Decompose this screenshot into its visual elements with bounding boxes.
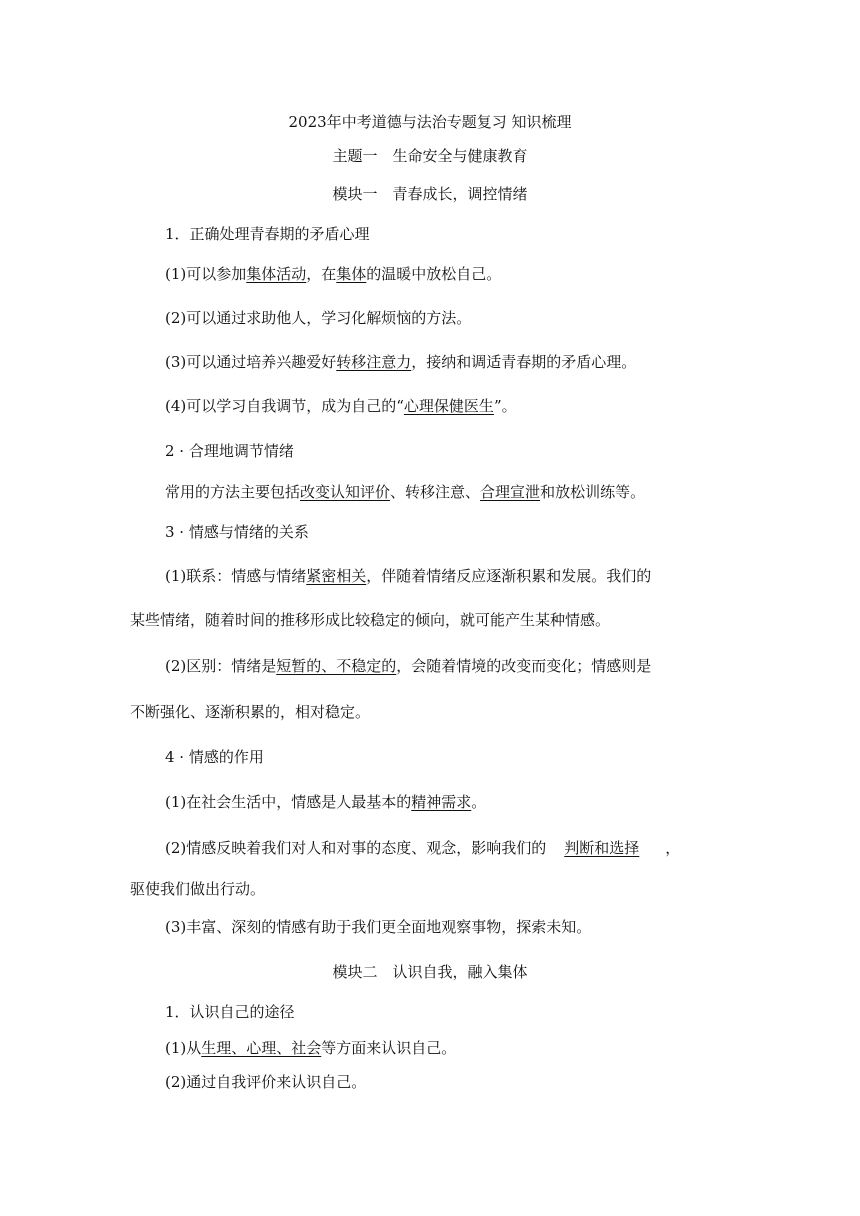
answer-underline: 集体 bbox=[336, 265, 367, 283]
document-title: 2023年中考道德与法治专题复习 知识梳理 bbox=[288, 113, 572, 131]
text: (2)情感反映着我们对人和对事的态度、观念，影响我们的 bbox=[165, 839, 547, 857]
module-2-item-2: (2)通过自我评价来认识自己。 bbox=[165, 1073, 367, 1091]
section-3-para-2-line-2: 不断强化、逐渐积累的，相对稳定。 bbox=[130, 703, 371, 721]
section-2-item-1 bbox=[165, 482, 645, 502]
text: (1)在社会生活中，情感是人最基本的 bbox=[165, 793, 412, 811]
answer-underline: 改变认知评价 bbox=[300, 483, 391, 501]
answer-underline: 合理宣泄 bbox=[480, 483, 541, 501]
section-3-para-1-line-1 bbox=[165, 566, 651, 586]
module-1-title: 模块一 青春成长，调控情绪 bbox=[332, 185, 528, 203]
text: (1)从 bbox=[165, 1039, 202, 1057]
answer-underline: 短暂的、不稳定的 bbox=[276, 657, 397, 675]
theme-title: 主题一 生命安全与健康教育 bbox=[332, 147, 528, 165]
section-4-heading: 4 · 情感的作用 bbox=[165, 748, 264, 766]
module-2-title: 模块二 认识自我，融入集体 bbox=[332, 963, 528, 981]
answer-underline: 生理、心理、社会 bbox=[201, 1039, 322, 1057]
text: ，接纳和调适青春期的矛盾心理。 bbox=[411, 353, 637, 371]
section-1-item-4 bbox=[165, 396, 517, 416]
section-2-heading: 2 · 合理地调节情绪 bbox=[165, 442, 294, 460]
text: ，伴随着情绪反应逐渐积累和发展。我们的 bbox=[366, 567, 652, 585]
text: ，会随着情境的改变而变化；情感则是 bbox=[396, 657, 652, 675]
text: 常用的方法主要包括 bbox=[165, 483, 301, 501]
text: (1)联系：情感与情绪 bbox=[165, 567, 307, 585]
answer-underline: 集体活动 bbox=[246, 265, 307, 283]
section-1-item-1 bbox=[165, 264, 501, 284]
section-4-item-2-line-1 bbox=[165, 838, 680, 858]
text: (3)可以通过培养兴趣爱好 bbox=[165, 353, 337, 371]
answer-underline: 紧密相关 bbox=[306, 567, 367, 585]
section-3-heading: 3 · 情感与情绪的关系 bbox=[165, 523, 309, 541]
section-4-item-1 bbox=[165, 792, 486, 812]
section-3-para-2-line-1 bbox=[165, 656, 651, 676]
answer-underline bbox=[546, 839, 655, 857]
text: 的温暖中放松自己。 bbox=[366, 265, 502, 283]
module-2-heading: 1．认识自己的途径 bbox=[165, 1003, 295, 1021]
section-3-para-1-line-2: 某些情绪，随着时间的推移形成比较稳定的倾向，就可能产生某种情感。 bbox=[130, 611, 611, 629]
text: ”。 bbox=[493, 397, 517, 415]
answer-underline: 精神需求 bbox=[411, 793, 472, 811]
module-2-item-1 bbox=[165, 1038, 456, 1058]
section-1-heading: 1．正确处理青春期的矛盾心理 bbox=[165, 225, 370, 243]
text: ，在 bbox=[306, 265, 337, 283]
text: 等方面来认识自己。 bbox=[321, 1039, 457, 1057]
answer-underline: 转移注意力 bbox=[336, 353, 412, 371]
section-4-item-2-line-2: 驱使我们做出行动。 bbox=[130, 880, 266, 898]
text: (1)可以参加 bbox=[165, 265, 247, 283]
section-4-item-3: (3)丰富、深刻的情感有助于我们更全面地观察事物，探索未知。 bbox=[165, 918, 592, 936]
text: 。 bbox=[471, 793, 487, 811]
text: ， bbox=[665, 839, 681, 857]
answer-text: 判断和选择 bbox=[564, 839, 640, 857]
text: 、转移注意、 bbox=[390, 483, 481, 501]
text: 和放松训练等。 bbox=[540, 483, 646, 501]
section-1-item-3 bbox=[165, 352, 636, 372]
text: (4)可以学习自我调节，成为自己的“ bbox=[165, 397, 404, 415]
text: (2)区别：情绪是 bbox=[165, 657, 277, 675]
answer-underline: 心理保健医生 bbox=[403, 397, 494, 415]
section-1-item-2: (2)可以通过求助他人，学习化解烦恼的方法。 bbox=[165, 309, 472, 327]
